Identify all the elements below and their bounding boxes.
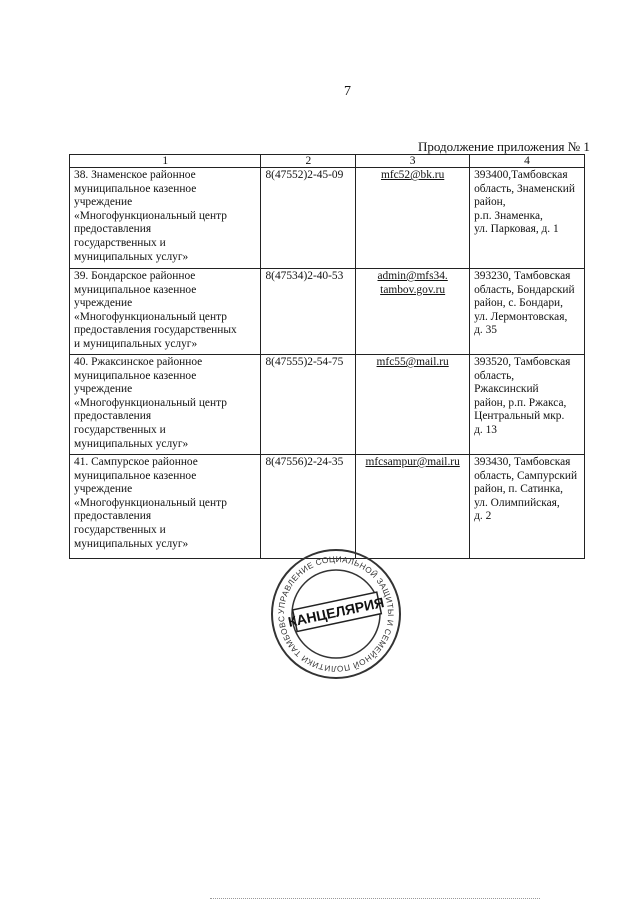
col-header-2: 2 — [261, 155, 356, 168]
stamp-ring-text: УПРАВЛЕНИЕ СОЦИАЛЬНОЙ ЗАЩИТЫ И СЕМЕЙНОЙ ПОЛИТИКИ ТАМБОВС — [276, 554, 396, 674]
table-row — [70, 455, 585, 559]
phone: 8(47556)2-24-35 — [261, 455, 356, 559]
table-row — [70, 269, 585, 355]
header-row — [70, 155, 585, 168]
phone: 8(47534)2-40-53 — [261, 269, 356, 355]
email-link[interactable]: mfcsampur@mail.ru — [365, 456, 460, 468]
email-link[interactable]: admin@mfs34. tambov.gov.ru — [377, 270, 448, 296]
mfc-table — [69, 154, 585, 559]
stamp-center-text: КАНЦЕЛЯРИЯ — [286, 594, 386, 630]
table-row — [70, 168, 585, 269]
col-header-1: 1 — [70, 155, 261, 168]
table-row — [70, 355, 585, 455]
office-stamp — [268, 546, 404, 682]
org-name: 40. Ржаксинское районное муниципальное казенное учреждение «Многофункциональный центр предоставления государственных и муниципальных услуг» — [70, 355, 261, 455]
address: 393430, Тамбовская область, Сампурский район, п. Сатинка, ул. Олимпийская, д. 2 — [470, 455, 585, 559]
org-name: 41. Сампурское районное муниципальное казенное учреждение «Многофункциональный центр предоставления государственных и муниципальных услуг» — [70, 455, 261, 559]
address: 393230, Тамбовская область, Бондарский район, с. Бондари, ул. Лермонтовская, д. 35 — [470, 269, 585, 355]
stamp-seal-icon — [268, 546, 404, 682]
address: 393400,Тамбовская область, Знаменский район, р.п. Знаменка, ул. Парковая, д. 1 — [470, 168, 585, 269]
address: 393520, Тамбовская область, Ржаксинский район, р.п. Ржакса, Центральный мкр. д. 13 — [470, 355, 585, 455]
page-number: 7 — [344, 84, 351, 99]
continuation-caption: Продолжение приложения № 1 — [418, 139, 590, 154]
col-header-3: 3 — [356, 155, 470, 168]
email-link[interactable]: mfc52@bk.ru — [380, 169, 445, 181]
phone: 8(47555)2-54-75 — [261, 355, 356, 455]
phone: 8(47552)2-45-09 — [261, 168, 356, 269]
org-name: 38. Знаменское районное муниципальное казенное учреждение «Многофункциональный центр предоставления государственных и муниципальных услуг» — [70, 168, 261, 269]
scan-artifact-line — [210, 898, 540, 899]
org-name: 39. Бондарское районное муниципальное казенное учреждение «Многофункциональный центр предоставления государственных и муниципальных услуг» — [70, 269, 261, 355]
col-header-4: 4 — [470, 155, 585, 168]
email-link[interactable]: mfc55@mail.ru — [376, 356, 449, 368]
